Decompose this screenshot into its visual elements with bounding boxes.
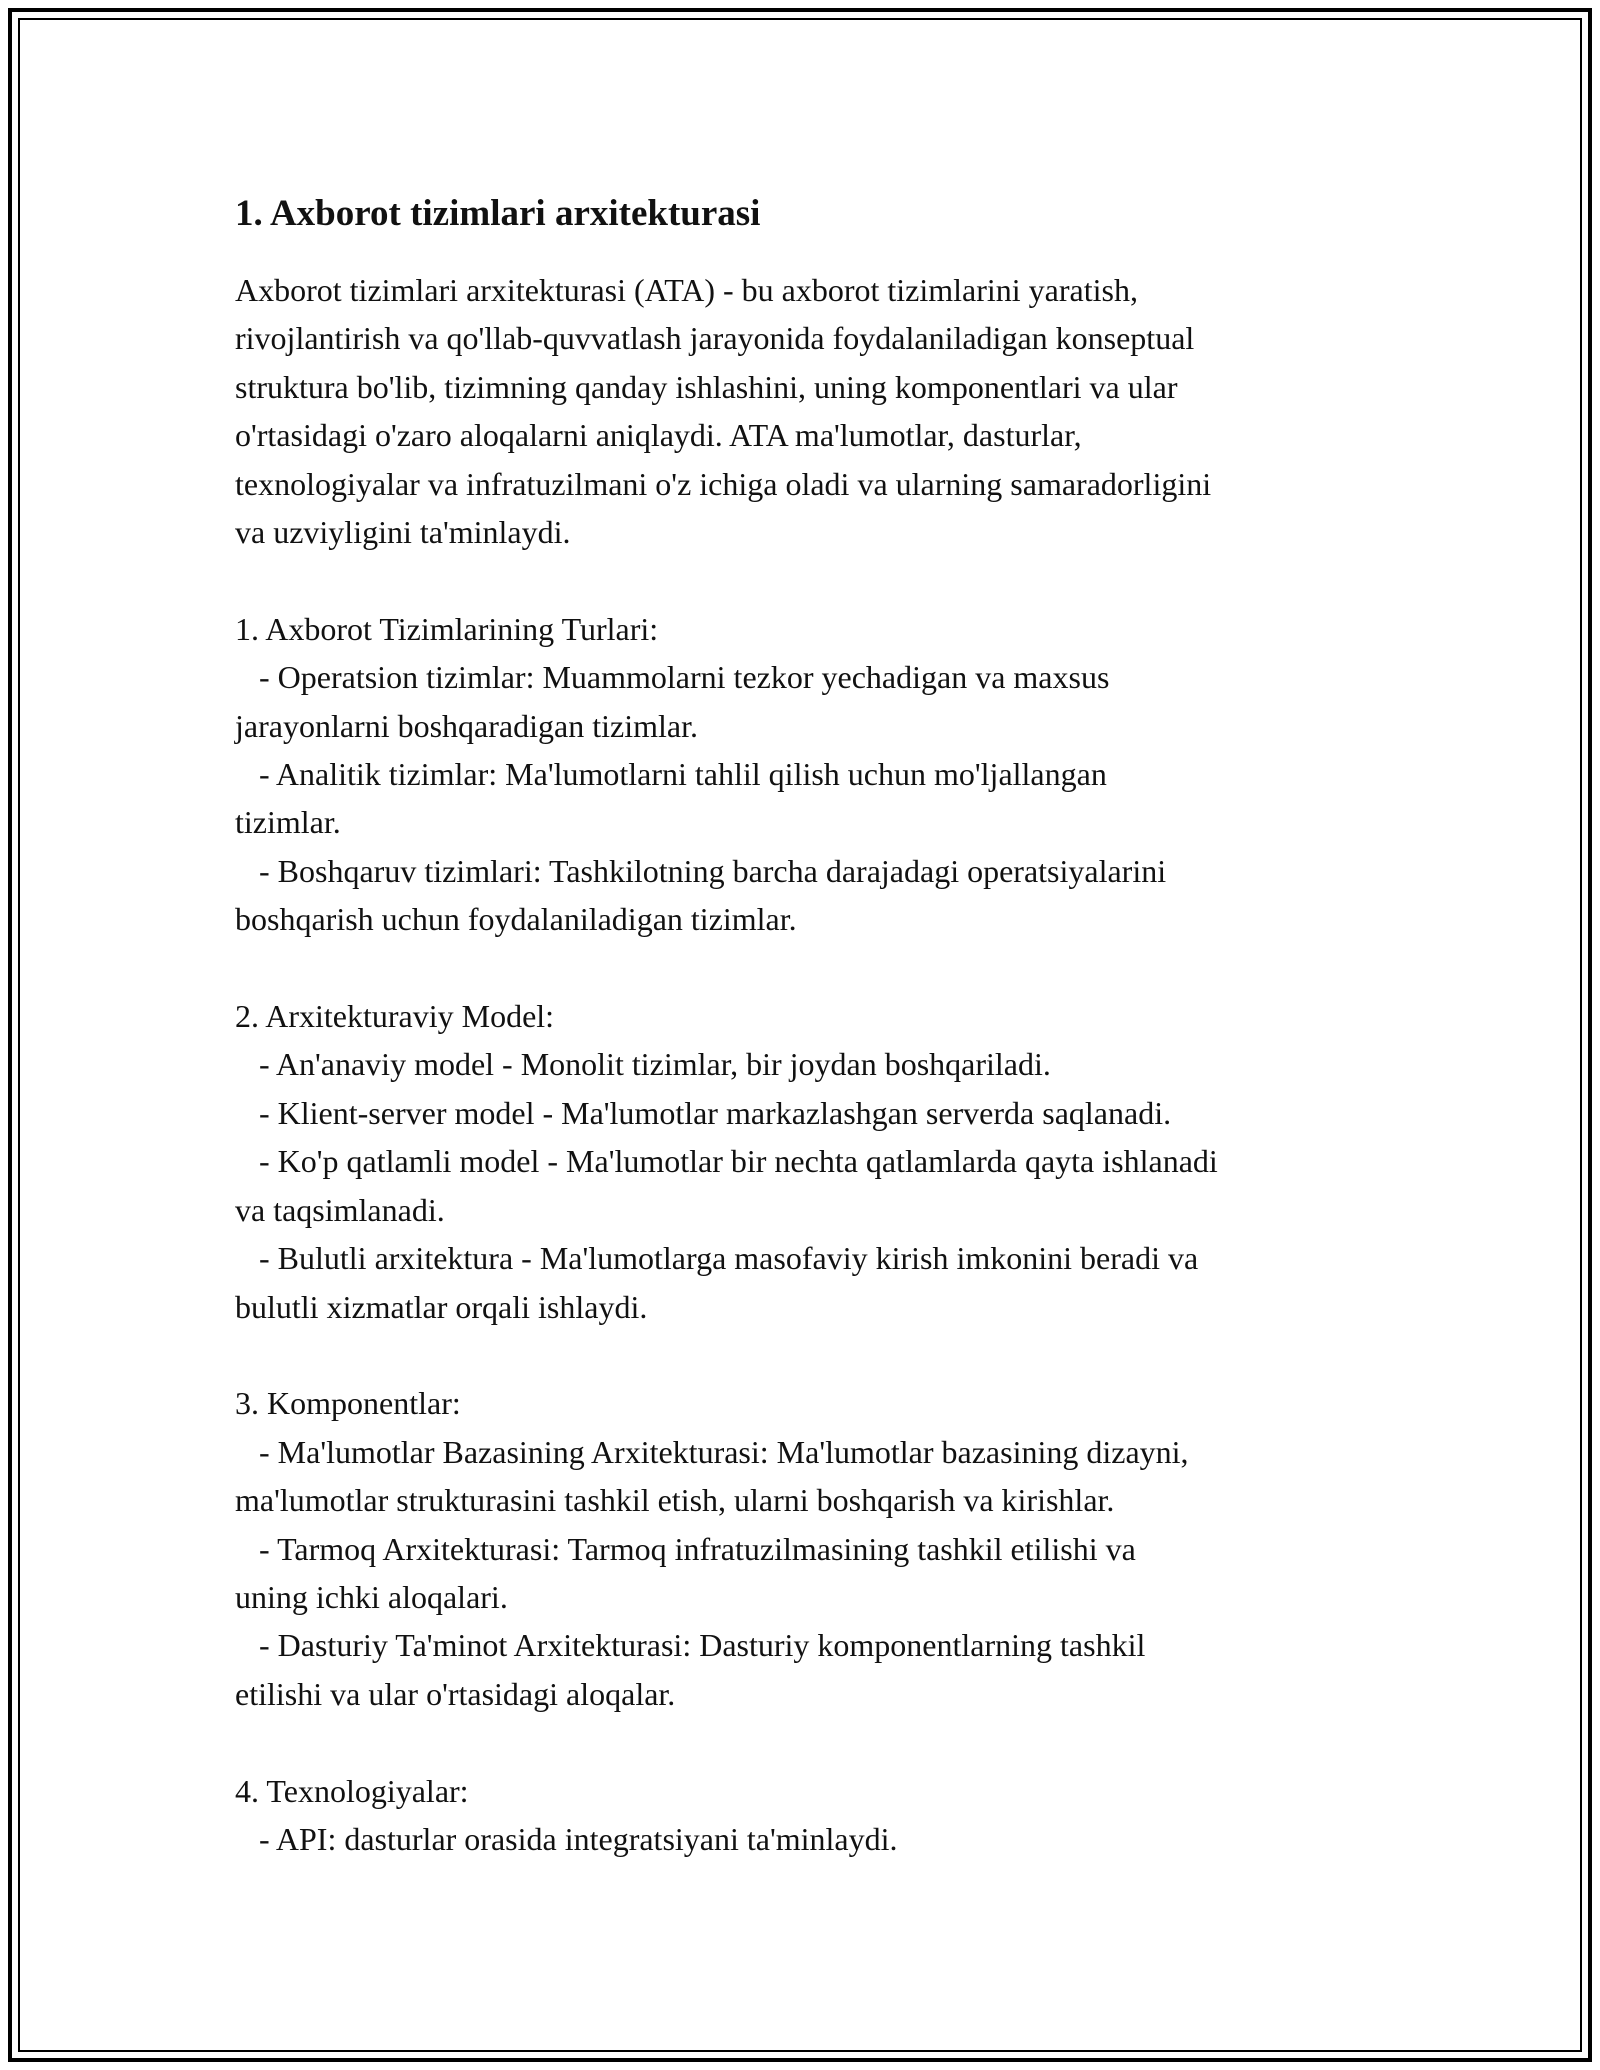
intro-line: struktura bo'lib, tizimning qanday ishlashini, uning komponentlari va ular	[235, 368, 1178, 405]
section-line: - Operatsion tizimlar: Muammolarni tezkor yechadigan va maxsus	[235, 659, 1110, 696]
section-line: - API: dasturlar orasida integratsiyani ta'minlaydi.	[235, 1820, 898, 1857]
blank-line	[235, 556, 1370, 604]
intro-line: va uzviyligini ta'minlaydi.	[235, 514, 571, 551]
section-models	[235, 992, 1370, 1331]
section-line: tizimlar.	[235, 804, 341, 841]
section-line: va taqsimlanadi.	[235, 1191, 445, 1228]
blank-line	[235, 944, 1370, 992]
document-title: 1. Axborot tizimlari arxitekturasi	[235, 193, 761, 234]
section-line: - Tarmoq Arxitekturasi: Tarmoq infratuzilmasining tashkil etilishi va	[235, 1530, 1136, 1567]
section-line: - Klient-server model - Ma'lumotlar markazlashgan serverda saqlanadi.	[235, 1094, 1172, 1131]
section-line: - Ko'p qatlamli model - Ma'lumotlar bir nechta qatlamlarda qayta ishlanadi	[235, 1143, 1218, 1180]
section-line: ma'lumotlar strukturasini tashkil etish, ularni boshqarish va kirishlar.	[235, 1482, 1115, 1519]
section-line: bulutli xizmatlar orqali ishlaydi.	[235, 1288, 648, 1325]
intro-line: Axborot tizimlari arxitekturasi (ATA) - bu axborot tizimlarini yaratish,	[235, 272, 1138, 308]
section-components	[235, 1379, 1370, 1718]
section-technologies	[235, 1767, 1370, 1864]
section-line: etilishi va ular o'rtasidagi aloqalar.	[235, 1675, 676, 1712]
section-line: - Boshqaruv tizimlari: Tashkilotning barcha darajadagi operatsiyalarini	[235, 852, 1167, 889]
section-types	[235, 605, 1370, 944]
section-heading: 1. Axborot Tizimlarining Turlari:	[235, 610, 659, 647]
section-heading: 4. Texnologiyalar:	[235, 1772, 469, 1809]
section-line: - Dasturiy Ta'minot Arxitekturasi: Dasturiy komponentlarning tashkil	[235, 1627, 1146, 1664]
section-line: - An'anaviy model - Monolit tizimlar, bir joydan boshqariladi.	[235, 1046, 1051, 1083]
blank-line	[235, 1718, 1370, 1766]
section-line: jarayonlarni boshqaradigan tizimlar.	[235, 707, 698, 744]
intro-line: o'rtasidagi o'zaro aloqalarni aniqlaydi. ATA ma'lumotlar, dasturlar,	[235, 417, 1082, 454]
document-body	[235, 188, 1370, 1863]
intro-line: rivojlantirish va qo'llab-quvvatlash jarayonida foydalaniladigan konseptual	[235, 320, 1195, 357]
intro-paragraph	[235, 266, 1370, 556]
section-line: uning ichki aloqalari.	[235, 1578, 508, 1615]
section-line: - Bulutli arxitektura - Ma'lumotlarga masofaviy kirish imkonini beradi va	[235, 1240, 1199, 1277]
section-heading: 3. Komponentlar:	[235, 1385, 461, 1422]
blank-line	[235, 1331, 1370, 1379]
section-line: - Analitik tizimlar: Ma'lumotlarni tahlil qilish uchun mo'ljallangan	[235, 756, 1107, 793]
intro-line: texnologiyalar va infratuzilmani o'z ichiga oladi va ularning samaradorligini	[235, 465, 1212, 502]
section-heading: 2. Arxitekturaviy Model:	[235, 998, 555, 1035]
section-line: boshqarish uchun foydalaniladigan tizimlar.	[235, 901, 797, 938]
section-line: - Ma'lumotlar Bazasining Arxitekturasi: Ma'lumotlar bazasining dizayni,	[235, 1433, 1189, 1470]
